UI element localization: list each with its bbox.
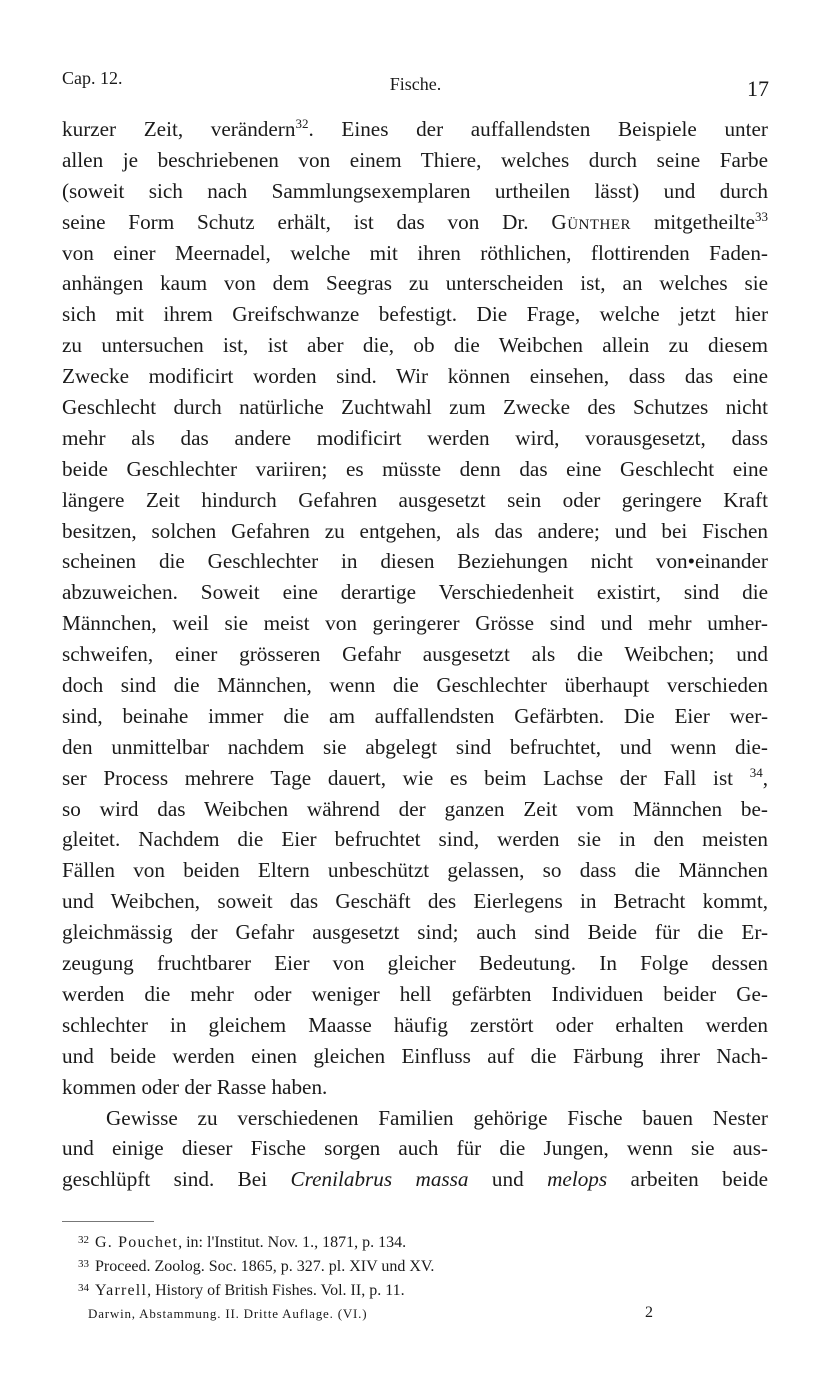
chapter-label: Cap. 12. xyxy=(62,68,123,88)
text-line: Zwecke modificirt worden sind. Wir können einsehen, dass das eine xyxy=(62,364,768,389)
text-line: und beide werden einen gleichen Einfluss auf die Färbung ihrer Nach- xyxy=(62,1043,768,1068)
page-number: 17 xyxy=(747,76,769,101)
text-line: gleichmässig der Gefahr ausgesetzt sind; auch sind Beide für die Er- xyxy=(62,920,768,945)
running-header xyxy=(62,60,769,100)
signature-mark: Darwin, Abstammung. II. Dritte Auflage. (VI.) xyxy=(88,1306,368,1321)
text-line: so wird das Weibchen während der ganzen Zeit vom Männchen be- xyxy=(62,796,768,821)
text-line: Fällen von beiden Eltern unbeschützt gelassen, so dass die Männchen xyxy=(62,858,768,883)
footnotes xyxy=(78,1228,678,1300)
sheet-signature-line xyxy=(88,1306,653,1326)
text-line: Männchen, weil sie meist von geringerer Grösse sind und mehr umher- xyxy=(62,611,768,636)
main-text xyxy=(62,114,768,1195)
footnote-divider xyxy=(62,1221,154,1222)
footnote: $^{34}$ Yarrell, History of British Fishes. Vol. II, p. 11. xyxy=(78,1282,405,1299)
text-line: und Weibchen, soweit das Geschäft des Eierlegens in Betracht kommt, xyxy=(62,889,768,914)
footnote: $^{33}$ Proceed. Zoolog. Soc. 1865, p. 327. pl. XIV und XV. xyxy=(78,1258,435,1275)
text-line: gleitet. Nachdem die Eier befruchtet sind, werden sie in den meisten xyxy=(62,827,768,852)
text-line: ser Process mehrere Tage dauert, wie es beim Lachse der Fall ist $^{34}$, xyxy=(62,764,768,790)
text-line: sind, beinahe immer die am auffallendsten Gefärbten. Die Eier wer- xyxy=(62,703,768,728)
footnote-ref: 33 xyxy=(755,208,768,224)
text-line: scheinen die Geschlechter in diesen Beziehungen nicht von•einander xyxy=(62,549,768,574)
text-line: kommen oder der Rasse haben. xyxy=(62,1074,328,1099)
species-name: melops xyxy=(547,1167,608,1192)
footnote: $^{32}$ G. Pouchet, in: l'Institut. Nov. 1., 1871, p. 134. xyxy=(78,1234,407,1251)
species-name: Crenilabrus massa xyxy=(290,1167,469,1192)
text-line: seine Form Schutz erhält, ist das von Dr. Günther mitgetheilte$^{33}$ xyxy=(62,208,768,234)
text-line: zu untersuchen ist, ist aber die, ob die Weibchen allein zu diesem xyxy=(62,333,768,358)
text-line: längere Zeit hindurch Gefahren ausgesetzt sein oder geringere Kraft xyxy=(62,487,768,512)
text-line: schweifen, einer grösseren Gefahr ausgesetzt als die Weibchen; und xyxy=(62,642,768,667)
text-line: werden die mehr oder weniger hell gefärbten Individuen beider Ge- xyxy=(62,981,768,1006)
text-line: sich mit ihrem Greifschwanze befestigt. Die Frage, welche jetzt hier xyxy=(62,302,768,327)
text-line: geschlüpft sind. Bei Crenilabrus massa und melops arbeiten beide xyxy=(62,1167,768,1192)
text-line: Gewisse zu verschiedenen Familien gehörige Fische bauen Nester xyxy=(106,1105,768,1130)
text-line: zeugung fruchtbarer Eier von gleicher Bedeutung. In Folge dessen xyxy=(62,951,768,976)
sheet-number: 2 xyxy=(645,1304,653,1321)
text-line: abzuweichen. Soweit eine derartige Verschiedenheit existirt, sind die xyxy=(62,580,768,605)
text-line: besitzen, solchen Gefahren zu entgehen, als das andere; und bei Fischen xyxy=(62,518,768,543)
text-line: doch sind die Männchen, wenn die Geschlechter überhaupt verschieden xyxy=(62,673,768,698)
text-line: und einige dieser Fische sorgen auch für die Jungen, wenn sie aus- xyxy=(62,1136,768,1161)
text-line: allen je beschriebenen von einem Thiere, welches durch seine Farbe xyxy=(62,147,768,172)
text-line: den unmittelbar nachdem sie abgelegt sind befruchtet, und wenn die- xyxy=(62,734,768,759)
text-line: (soweit sich nach Sammlungsexemplaren urtheilen lässt) und durch xyxy=(62,178,768,203)
section-title: Fische. xyxy=(389,74,442,94)
author-name: Günther xyxy=(551,209,632,234)
text-line: anhängen kaum von dem Seegras zu unterscheiden ist, an welches sie xyxy=(62,271,768,296)
footnote-ref: 32 xyxy=(295,116,309,131)
text-line: schlechter in gleichem Maasse häufig zerstört oder erhalten werden xyxy=(62,1012,768,1037)
text-line: kurzer Zeit, verändern$^{32}$. Eines der auffallendsten Beispiele unter xyxy=(62,116,768,141)
text-line: mehr als das andere modificirt werden wird, vorausgesetzt, dass xyxy=(62,425,768,450)
text-line: beide Geschlechter variiren; es müsste denn das eine Geschlecht eine xyxy=(62,456,768,481)
footnote-ref: 34 xyxy=(749,764,763,780)
text-line: von einer Meernadel, welche mit ihren röthlichen, flottirenden Faden- xyxy=(62,240,768,265)
text-line: Geschlecht durch natürliche Zuchtwahl zum Zwecke des Schutzes nicht xyxy=(62,395,768,420)
